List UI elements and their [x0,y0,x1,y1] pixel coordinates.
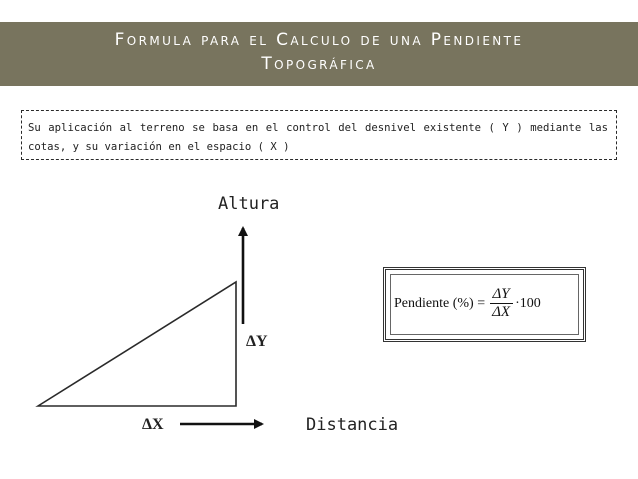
horizontal-axis-label: Distancia [306,415,399,435]
delta-x-label: ΔX [142,416,164,433]
formula-box [383,267,586,342]
title-line-1: Formula para el Calculo de una Pendiente [114,30,524,50]
slope-triangle [38,282,236,406]
formula-denominator: ΔX [492,304,511,320]
slope-formula [394,286,541,321]
formula-fraction [489,286,513,321]
formula-multiplier: ·100 [515,295,541,311]
formula-numerator: ΔY [490,286,513,304]
title-line-2: Topográfica [261,54,377,74]
formula-lhs: Pendiente (%) = [394,295,486,311]
vertical-axis-label: Altura [218,194,280,214]
delta-y-label: ΔY [246,333,268,350]
description-text: Su aplicación al terreno se basa en el control del desnivel existente ( Y ) mediante las cotas, y su variación en el espacio ( X ) [28,122,608,153]
